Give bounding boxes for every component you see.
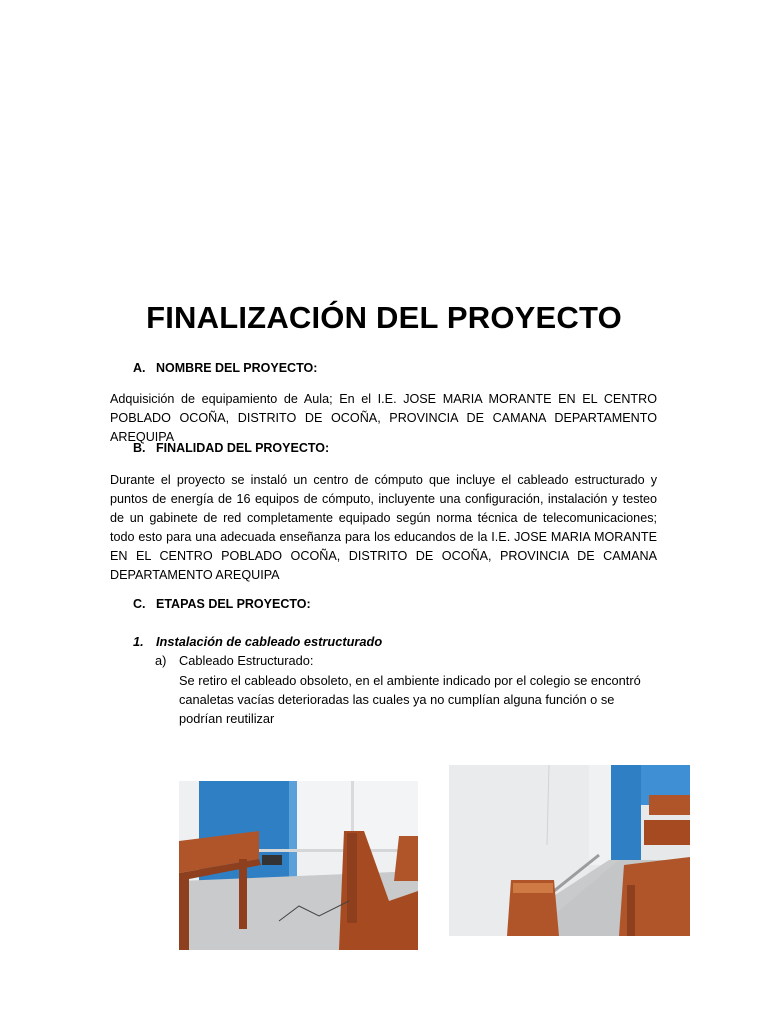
sub-item-heading xyxy=(155,653,313,668)
section-letter: C. xyxy=(133,597,146,611)
section-heading-nombre xyxy=(133,361,317,375)
section-heading-etapas xyxy=(133,597,311,611)
section-body-finalidad: Durante el proyecto se instaló un centro de cómputo que incluye el cableado estructurado y puntos de energía de 16 equipos de cómputo, incluyente una configuración, instalación y testeo de un gabinete de red completamente equipado según norma técnica de telecomunicaciones; todo esto para una adecuada enseñanza para los educandos de la I.E. JOSE MARIA MORANTE EN EL CENTRO POBLADO OCOÑA, DISTRITO DE OCOÑA, PROVINCIA DE CAMANA DEPARTAMENTO AREQUIPA xyxy=(110,473,657,582)
section-heading-text: NOMBRE DEL PROYECTO: xyxy=(156,361,318,375)
section-letter: A. xyxy=(133,361,146,375)
section-letter: B. xyxy=(133,441,146,455)
section-heading-text: ETAPAS DEL PROYECTO: xyxy=(156,597,311,611)
sub-item-text: Se retiro el cableado obsoleto, en el ambiente indicado por el colegio se encontró canaletas vacías deterioradas las cuales ya no cumplían alguna función o se podrían reutilizar xyxy=(179,673,641,726)
section-body-nombre: Adquisición de equipamiento de Aula; En el I.E. JOSE MARIA MORANTE EN EL CENTRO POBLADO OCOÑA, DISTRITO DE OCOÑA, PROVINCIA DE CAMANA DEPARTAMENTO AREQUIPA xyxy=(110,392,657,444)
classroom-photo-right xyxy=(449,765,690,936)
step-number: 1. xyxy=(133,634,144,649)
sub-item-letter: a) xyxy=(155,653,167,668)
step-title: Instalación de cableado estructurado xyxy=(156,634,383,649)
page-title: FINALIZACIÓN DEL PROYECTO xyxy=(146,300,622,335)
classroom-photo-left xyxy=(179,781,418,950)
section-heading-finalidad xyxy=(133,441,329,455)
sub-item-label: Cableado Estructurado: xyxy=(179,653,314,668)
section-heading-text: FINALIDAD DEL PROYECTO: xyxy=(156,441,330,455)
step-heading xyxy=(133,634,382,649)
